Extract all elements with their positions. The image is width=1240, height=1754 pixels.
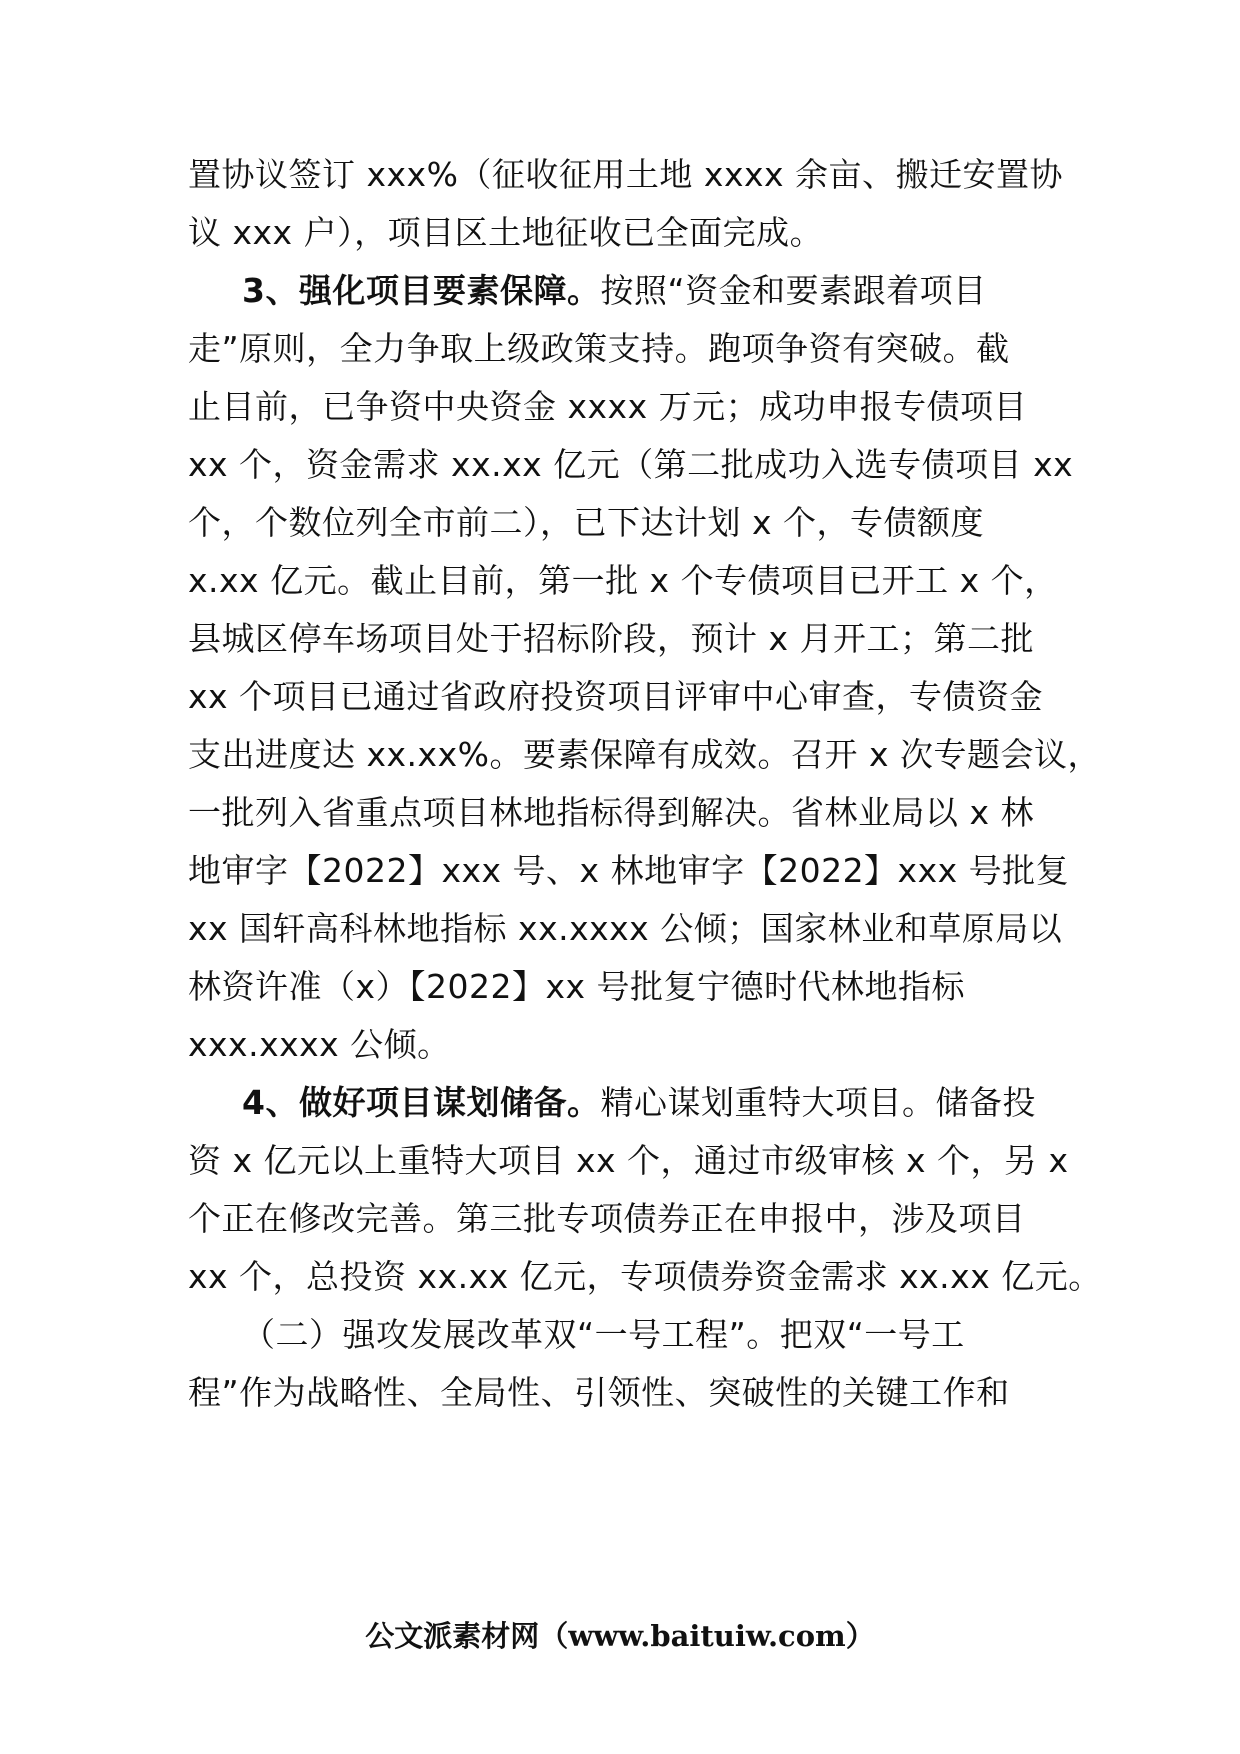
text-line: xxx.xxxx 公倾。 bbox=[188, 1025, 451, 1064]
text-line: 程”作为战略性、全局性、引领性、突破性的关键工作和 bbox=[188, 1373, 1010, 1412]
section-4-heading: 4、做好项目谋划储备。 bbox=[242, 1083, 601, 1122]
text-line: xx 个项目已通过省政府投资项目评审中心审查，专债资金 bbox=[188, 677, 1044, 716]
text-line: 一批列入省重点项目林地指标得到解决。省林业局以 x 林 bbox=[188, 793, 1035, 832]
text-line: 置协议签订 xxx%（征收征用土地 xxxx 余亩、搬迁安置协 bbox=[188, 155, 1064, 194]
text-line: 地审字【2022】xxx 号、x 林地审字【2022】xxx 号批复 bbox=[188, 851, 1070, 890]
section-4-text: 精心谋划重特大项目。储备投 bbox=[600, 1083, 1036, 1122]
text-line: 县城区停车场项目处于招标阶段，预计 x 月开工；第二批 bbox=[188, 619, 1035, 658]
text-line: 资 x 亿元以上重特大项目 xx 个，通过市级审核 x 个，另 x bbox=[188, 1141, 1069, 1180]
text-line: x.xx 亿元。截止目前，第一批 x 个专债项目已开工 x 个， bbox=[188, 561, 1058, 600]
text-line: 走”原则，全力争取上级政策支持。跑项争资有突破。截 bbox=[188, 329, 1010, 368]
section-4-paragraph bbox=[242, 1083, 1036, 1123]
text-line: 支出进度达 xx.xx%。要素保障有成效。召开 x 次专题会议， bbox=[188, 735, 1101, 774]
section-3-paragraph bbox=[242, 271, 987, 311]
text-line: xx 个，资金需求 xx.xx 亿元（第二批成功入选专债项目 xx bbox=[188, 445, 1074, 484]
text-line: xx 国轩高科林地指标 xx.xxxx 公倾；国家林业和草原局以 bbox=[188, 909, 1063, 948]
text-line: xx 个，总投资 xx.xx 亿元，专项债券资金需求 xx.xx 亿元。 bbox=[188, 1257, 1102, 1296]
section-3-text: 按照“资金和要素跟着项目 bbox=[600, 271, 987, 310]
text-line: 个，个数位列全市前二），已下达计划 x 个，专债额度 bbox=[188, 503, 985, 542]
text-line: 议 xxx 户），项目区土地征收已全面完成。 bbox=[188, 213, 824, 252]
text-line: 止目前，已争资中央资金 xxxx 万元；成功申报专债项目 bbox=[188, 387, 1028, 426]
section-heading-line: （二）强攻发展改革双“一号工程”。把双“一号工 bbox=[242, 1315, 965, 1354]
footer-watermark: 公文派素材网（www.baituiw.com） bbox=[365, 1619, 875, 1653]
text-line: 林资许准（x）【2022】xx 号批复宁德时代林地指标 bbox=[188, 967, 966, 1006]
text-line: 个正在修改完善。第三批专项债券正在申报中，涉及项目 bbox=[188, 1199, 1026, 1238]
section-3-heading: 3、强化项目要素保障。 bbox=[242, 271, 601, 310]
